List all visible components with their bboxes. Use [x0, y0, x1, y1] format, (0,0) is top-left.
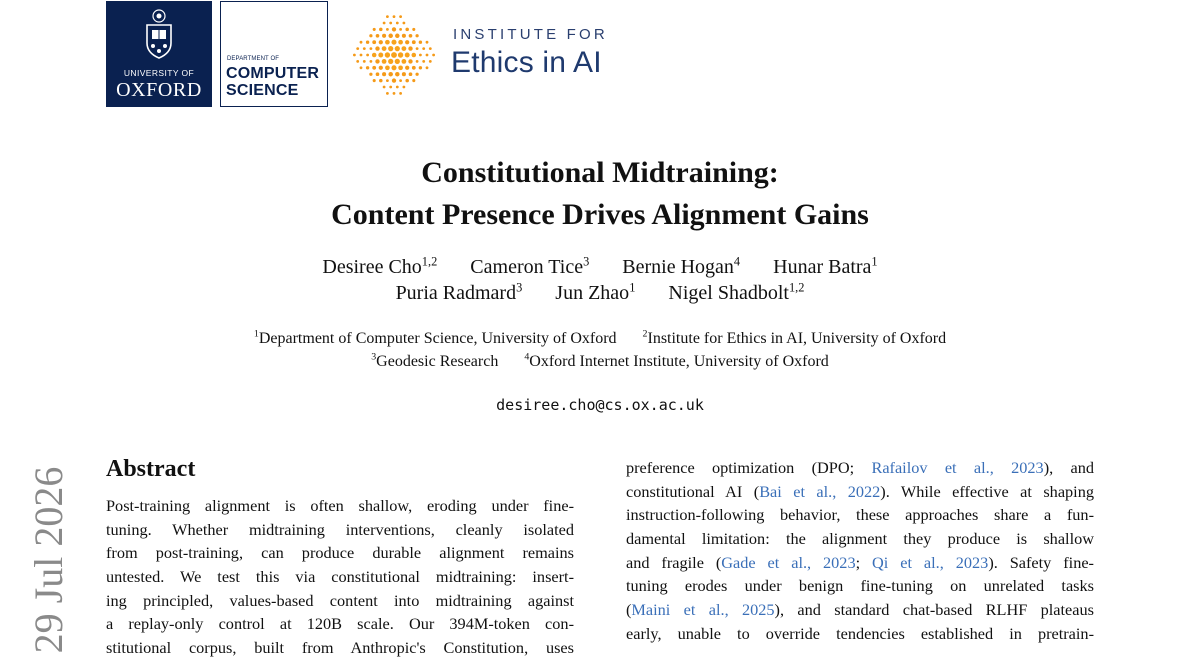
- authors-row-1: [0, 255, 1200, 279]
- logo-dot: [412, 28, 415, 31]
- logo-dot: [395, 34, 400, 39]
- logo-dot: [395, 46, 400, 51]
- oxford-logo-text-large: OXFORD: [116, 79, 202, 101]
- logo-dot: [391, 40, 396, 45]
- logo-dot: [391, 65, 396, 70]
- oxford-crest-icon: [144, 9, 174, 59]
- citation-link[interactable]: Maini et al., 2025: [631, 600, 775, 620]
- logo-dot: [408, 46, 412, 50]
- dcs-logo-line-science: SCIENCE: [226, 82, 299, 99]
- logo-dot: [382, 46, 387, 51]
- body-line: tuning erodes under benign fine-tuning on unrelated tasks: [626, 576, 1094, 596]
- body-line: instruction-following behavior, these approaches share a fun-: [626, 505, 1094, 525]
- affiliations-row-2: [0, 351, 1200, 373]
- dcs-logo-name: [226, 65, 319, 99]
- oxford-logo-text-small: UNIVERSITY OF: [123, 68, 195, 78]
- logo-dot: [403, 86, 406, 89]
- logo-dot: [389, 86, 392, 89]
- logo-dot: [360, 54, 363, 57]
- logo-dot: [402, 46, 407, 51]
- abstract-line: stitutional corpus, built from Anthropic's Constitution, uses: [106, 638, 574, 658]
- affiliation: $^1$Department of Computer Science, University of Oxford: [253, 328, 617, 347]
- logo-dot: [402, 34, 406, 38]
- abstract-line: untested. We test this via constitutional midtraining: insert-: [106, 567, 574, 587]
- logo-dot: [366, 54, 369, 57]
- logo-dot: [385, 40, 390, 45]
- logo-dot: [379, 28, 383, 32]
- logo-dot: [396, 86, 399, 89]
- citation-link[interactable]: Gade et al., 2023: [721, 552, 856, 572]
- author: Bernie Hogan$^4$: [622, 254, 741, 278]
- abstract-line: from post-training, can produce durable alignment remains: [106, 543, 574, 563]
- logo-dot: [419, 54, 422, 57]
- logo-dot: [398, 52, 403, 57]
- logo-dot: [392, 27, 396, 31]
- logo-dot: [373, 79, 376, 82]
- logo-dot: [366, 41, 369, 44]
- logo-dot: [392, 78, 396, 82]
- logo-dot: [405, 79, 409, 83]
- logo-dot: [379, 79, 383, 83]
- logo-dot: [405, 66, 409, 70]
- logo-dot: [393, 92, 396, 95]
- logo-dot: [360, 41, 363, 44]
- logo-dot: [408, 59, 412, 63]
- logo-dot: [376, 34, 380, 38]
- logo-dot: [383, 22, 386, 25]
- logo-dot: [395, 59, 400, 64]
- logo-dot: [409, 34, 413, 38]
- computer-science-logo: [220, 1, 328, 107]
- logo-dot: [363, 60, 366, 63]
- logo-dot: [356, 60, 359, 63]
- logo-dot: [416, 60, 419, 63]
- body-line: and fragile (Gade et al., 2023; Qi et al., 2023). Safety fine-: [626, 552, 1094, 572]
- logo-dot: [396, 22, 399, 25]
- logo-dot: [419, 66, 422, 69]
- paper-title-line-1: Constitutional Midtraining:: [421, 156, 779, 189]
- ethics-logo-line1: INSTITUTE FOR: [453, 26, 608, 43]
- abstract-line: a replay-only control at 120B scale. Our 394M-token con-: [106, 614, 574, 634]
- author: Nigel Shadbolt$^{1,2}$: [668, 280, 805, 304]
- logo-dot: [370, 47, 373, 50]
- logo-dot: [412, 79, 415, 82]
- logo-dot: [426, 54, 429, 57]
- logo-dot: [385, 65, 390, 70]
- logo-dot: [415, 34, 418, 37]
- logo-dot: [402, 59, 407, 64]
- author: Cameron Tice$^3$: [470, 254, 590, 278]
- logo-dot: [399, 28, 402, 31]
- logo-dot: [426, 66, 429, 69]
- ethics-logo-line2: Ethics in AI: [451, 46, 602, 79]
- logo-dot: [379, 40, 383, 44]
- citation-link[interactable]: Rafailov et al., 2023: [871, 458, 1044, 477]
- logo-dot: [432, 54, 435, 57]
- citation-link[interactable]: Bai et al., 2022: [759, 481, 881, 501]
- authors-row-2: [0, 281, 1200, 305]
- logo-dot: [412, 40, 416, 44]
- author: Jun Zhao$^1$: [555, 280, 636, 304]
- abstract-heading: Abstract: [106, 456, 196, 482]
- affiliation: $^4$Oxford Internet Institute, University of Oxford: [524, 351, 829, 370]
- logo-dot: [419, 41, 422, 44]
- logo-dot: [370, 60, 373, 63]
- logo-dot: [399, 15, 402, 18]
- logo-dot: [385, 52, 390, 57]
- logo-dot: [382, 72, 386, 76]
- logo-dot: [393, 15, 396, 18]
- abstract-body: [106, 494, 574, 660]
- logo-dot: [382, 59, 387, 64]
- ethics-in-ai-dots-icon: [349, 11, 439, 99]
- logo-dot: [386, 15, 389, 18]
- logo-dot: [375, 46, 379, 50]
- logo-dot: [395, 72, 400, 77]
- affiliations-row-1: [0, 328, 1200, 350]
- logo-dot: [412, 53, 417, 58]
- logo-dot: [378, 53, 383, 58]
- abstract-line: ing principled, values-based content into midtraining against: [106, 590, 574, 610]
- logo-dot: [360, 66, 363, 69]
- logo-dot: [369, 34, 372, 37]
- logo-dot: [363, 47, 366, 50]
- logo-dot: [405, 53, 410, 58]
- logo-dot: [388, 72, 393, 77]
- logo-dot: [422, 60, 425, 63]
- logo-dot: [405, 40, 409, 44]
- logo-dot: [372, 53, 377, 58]
- logo-dot: [412, 66, 416, 70]
- logo-dot: [398, 40, 403, 45]
- logo-dot: [373, 28, 376, 31]
- author: Desiree Cho$^{1,2}$: [322, 254, 438, 278]
- dcs-logo-line-computer: COMPUTER: [226, 65, 320, 82]
- dcs-logo-department: DEPARTMENT OF: [227, 56, 279, 62]
- logo-dot: [409, 72, 413, 76]
- arxiv-date-stamp: 29 Jul 2026: [26, 466, 71, 654]
- logo-dot: [379, 66, 383, 70]
- logo-dot: [402, 72, 406, 76]
- logo-dot: [429, 47, 432, 50]
- logo-dot: [398, 65, 403, 70]
- logo-dot: [386, 92, 389, 95]
- logo-dot: [403, 22, 406, 25]
- logo-dot: [388, 59, 393, 64]
- logo-dot: [353, 54, 356, 57]
- abstract-line: tuning. Whether midtraining interventions, cleanly isolated: [106, 519, 574, 539]
- logo-dot: [366, 66, 369, 69]
- logo-dot: [382, 34, 386, 38]
- logo-dot: [405, 28, 409, 32]
- logo-dot: [372, 40, 376, 44]
- body-line: (Maini et al., 2025), and standard chat-based RLHF plateaus: [626, 600, 1094, 620]
- logo-dot: [429, 60, 432, 63]
- contact-email[interactable]: desiree.cho@cs.ox.ac.uk: [496, 396, 704, 414]
- logo-dot: [372, 66, 376, 70]
- logo-dot: [386, 28, 389, 31]
- logo-dot: [415, 73, 418, 76]
- logo-dot: [388, 46, 393, 51]
- logo-dot: [369, 73, 372, 76]
- affiliation: $^2$Institute for Ethics in AI, University of Oxford: [642, 328, 947, 347]
- logo-dot: [391, 52, 397, 58]
- intro-body: [626, 456, 1094, 646]
- logo-dot: [356, 47, 359, 50]
- oxford-logo: [106, 1, 212, 107]
- body-line: preference optimization (DPO; Rafailov et al., 2023), and: [626, 458, 1095, 477]
- logo-dot: [383, 86, 386, 89]
- body-line: damental limitation: the alignment they produce is shallow: [626, 529, 1094, 549]
- logo-dot: [375, 59, 379, 63]
- logo-dot: [389, 22, 392, 25]
- logo-dot: [426, 41, 429, 44]
- affiliation: $^3$Geodesic Research: [371, 351, 499, 370]
- body-line: constitutional AI (Bai et al., 2022). While effective at shaping: [626, 481, 1094, 501]
- logo-dot: [399, 92, 402, 95]
- author: Puria Radmard$^3$: [395, 280, 523, 304]
- logo-dot: [376, 72, 380, 76]
- logo-dot: [388, 34, 393, 39]
- logo-dot: [416, 47, 419, 50]
- body-line: early, unable to override tendencies established in pretrain-: [626, 623, 1094, 643]
- paper-title-line-2: Content Presence Drives Alignment Gains: [331, 198, 869, 231]
- logo-dot: [422, 47, 425, 50]
- abstract-line: Post-training alignment is often shallow, eroding under fine-: [106, 496, 574, 515]
- logo-dot: [399, 79, 402, 82]
- citation-link[interactable]: Qi et al., 2023: [872, 552, 989, 572]
- author: Hunar Batra$^1$: [773, 254, 878, 278]
- logo-dot: [386, 79, 389, 82]
